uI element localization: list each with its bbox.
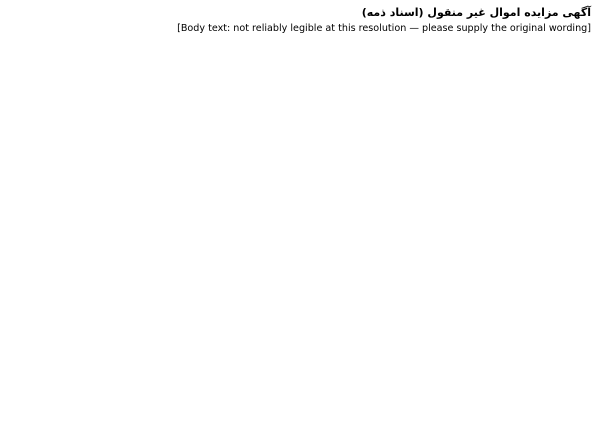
- notice-body: [Body text: not reliably legible at this resolution — please supply the original wording]: [177, 23, 591, 34]
- notice-title: آگهی مزایده اموال غیر منقول (اسناد ذمه): [361, 6, 591, 19]
